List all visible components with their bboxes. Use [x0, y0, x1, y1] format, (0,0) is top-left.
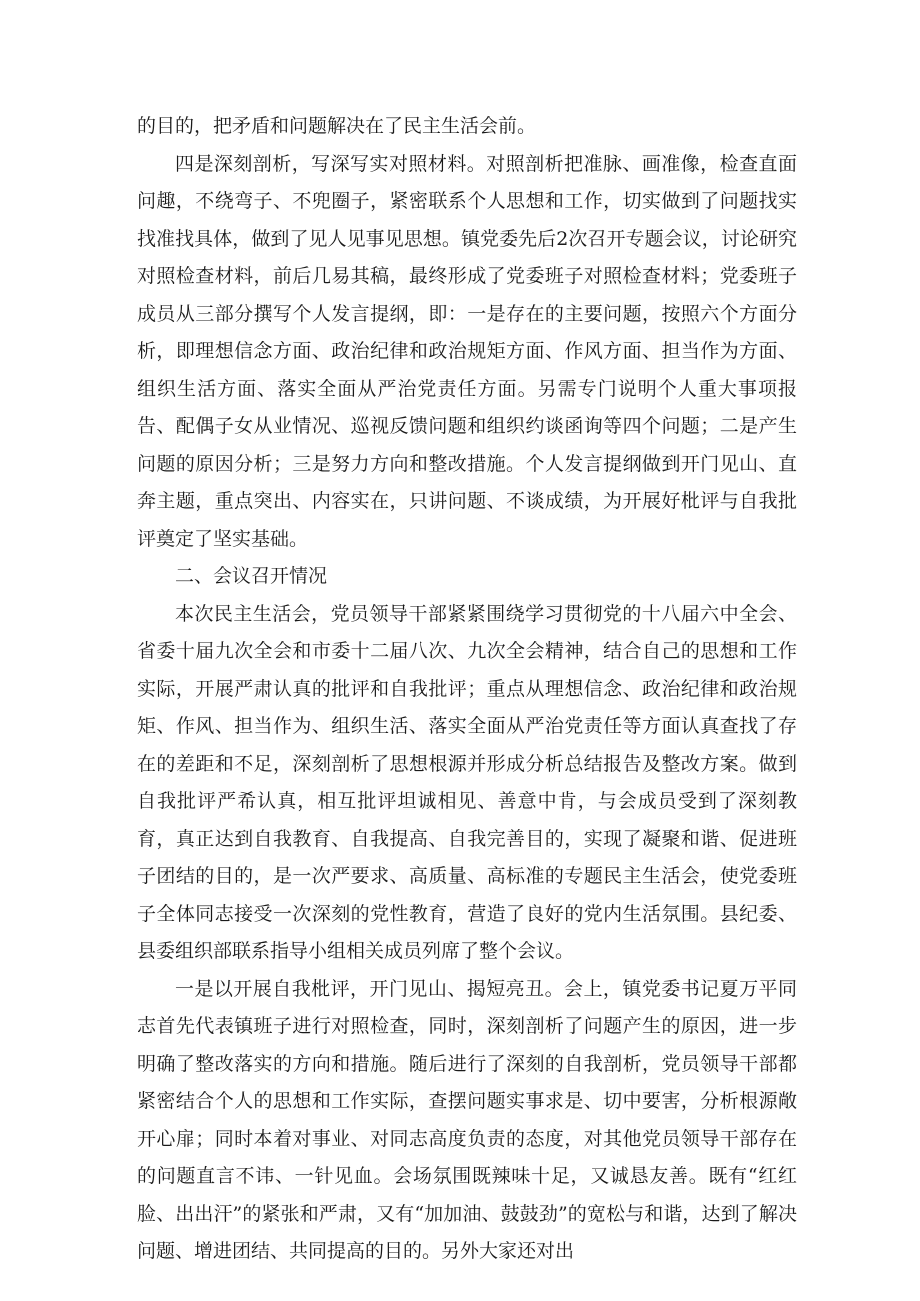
- paragraph-fourth-point: 四是深刻剖析，写深写实对照材料。对照剖析把准脉、画准像，检查直面问趣，不绕弯子、不兜圈子，紧密联系个人思想和工作，切实做到了问题找实找准找具体，做到了见人见事见思想。镇党委先后2次召开专题会议，讨论研究对照检查材料，前后几易其稿，最终形成了党委班子对照检查材料；党委班子成员从三部分撰写个人发言提纲，即：一是存在的主要问题，按照六个方面分析，即理想信念方面、政治纪律和政治规矩方面、作风方面、担当作为方面、组织生活方面、落实全面从严治党责任方面。另需专门说明个人重大事项报告、配偶子女从业情况、巡视反馈问题和组织约谈函询等四个问题；二是产生问题的原因分析；三是努力方向和整改措施。个人发言提纲做到开门见山、直奔主题，重点突出、内容实在，只讲问题、不谈成绩，为开展好枇评与自我批评奠定了坚实基础。: [137, 152, 797, 550]
- paragraph-first-point: 一是以开展自我枇评，开门见山、揭短亮丑。会上，镇党委书记夏万平同志首先代表镇班子进行对照检查，同时，深刻剖析了问题产生的原因，进一步明确了整改落实的方向和措施。随后进行了深刻的自我剖析，党员领导干部都紧密结合个人的思想和工作实际，查摆问题实事求是、切中要害，分析根源敞开心扉；同时本着对事业、对同志高度负责的态度，对其他党员领导干部存在的问题直言不讳、一针见血。会场氛围既辣味十足，又诚恳友善。既有“红红脸、出出汗”的紧张和严肃，又有“加加油、鼓鼓劲”的宽松与和谐，达到了解决问题、增进团结、共同提高的目的。另外大家还对出: [137, 977, 797, 1262]
- section-heading-meeting: 二、会议召开情况: [175, 565, 328, 587]
- document-body: [137, 108, 797, 1271]
- paragraph-continuation: 的目的，把矛盾和问题解决在了民主生活会前。: [137, 115, 537, 137]
- paragraph-meeting-summary: 本次民主生活会，党员领导干部紧紧围绕学习贯彻党的十八届六中全会、省委十届九次全会和市委十二届八次、九次全会精神，结合自己的思想和工作实际，开展严肃认真的批评和自我批评；重点从理想信念、政治纪律和政治规矩、作风、担当作为、组织生活、落实全面从严治党责任等方面认真查找了存在的差距和不足，深刻剖析了思想根源并形成分析总结报告及整改方案。做到自我批评严希认真，相互批评坦诚相见、善意中肯，与会成员受到了深刻教育，真正达到自我教育、自我提高、自我完善目的，实现了凝聚和谐、促进班子团结的目的，是一次严要求、高质量、高标准的专题民主生活会，使党委班子全体同志接受一次深刻的党性教育，营造了良好的党内生活氛围。县纪委、县委组织部联系指导小组相关成员列席了整个会议。: [137, 602, 797, 962]
